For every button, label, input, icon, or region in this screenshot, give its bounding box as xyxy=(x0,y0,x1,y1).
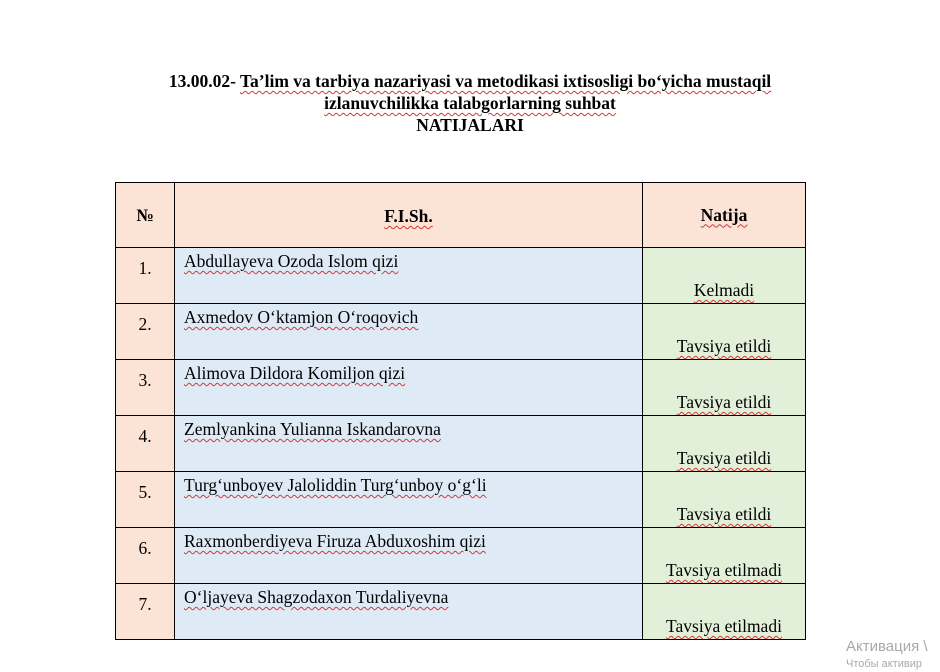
row-name-text: Zemlyankina Yulianna Iskandarovna xyxy=(184,419,441,439)
row-result-text: Tavsiya etilmadi xyxy=(666,560,782,580)
row-number: 4. xyxy=(116,416,175,472)
row-result xyxy=(643,304,806,360)
row-name xyxy=(175,472,643,528)
table-row xyxy=(116,528,806,584)
table-row xyxy=(116,472,806,528)
header-full-name xyxy=(175,183,643,248)
row-result xyxy=(643,472,806,528)
row-result xyxy=(643,416,806,472)
row-result xyxy=(643,584,806,640)
row-result-text: Tavsiya etildi xyxy=(676,504,772,524)
row-number: 2. xyxy=(116,304,175,360)
table-row xyxy=(116,360,806,416)
header-number: № xyxy=(116,183,175,248)
row-number: 7. xyxy=(116,584,175,640)
watermark-line-1: Активация \ xyxy=(846,638,928,655)
header-result-text: Natija xyxy=(700,204,748,225)
row-name-text: Abdullayeva Ozoda Islom qizi xyxy=(184,251,399,271)
table-header-row xyxy=(116,183,806,248)
row-number: 6. xyxy=(116,528,175,584)
row-name xyxy=(175,416,643,472)
row-name-text: Alimova Dildora Komiljon qizi xyxy=(184,363,406,383)
row-name xyxy=(175,304,643,360)
watermark-line-2: Чтобы активир xyxy=(846,658,922,670)
row-name-text: Axmedov O‘ktamjon O‘roqovich xyxy=(184,307,419,327)
row-name-text: Turg‘unboyev Jaloliddin Turg‘unboy o‘g‘li xyxy=(184,475,487,495)
row-name xyxy=(175,248,643,304)
row-result xyxy=(643,360,806,416)
row-number: 3. xyxy=(116,360,175,416)
row-result-text: Tavsiya etilmadi xyxy=(666,616,782,636)
results-table xyxy=(115,182,806,640)
document-heading xyxy=(0,70,940,136)
row-number: 5. xyxy=(116,472,175,528)
row-name-text: Raxmonberdiyeva Firuza Abduxoshim qizi xyxy=(184,531,486,551)
heading-line-2: izlanuvchilikka talabgorlarning suhbat xyxy=(324,93,616,113)
row-number: 1. xyxy=(116,248,175,304)
row-name xyxy=(175,360,643,416)
header-result xyxy=(643,183,806,248)
row-result-text: Tavsiya etildi xyxy=(676,392,772,412)
heading-title-text: Ta’lim va tarbiya nazariyasi va metodikasi ixtisosligi bo‘yicha mustaqil xyxy=(239,71,772,91)
row-name-text: O‘ljayeva Shagzodaxon Turdaliyevna xyxy=(184,587,449,607)
heading-line-3: NATIJALARI xyxy=(416,115,524,135)
row-result xyxy=(643,248,806,304)
header-full-name-text: F.I.Sh. xyxy=(384,206,433,226)
table-row xyxy=(116,416,806,472)
table-row xyxy=(116,584,806,640)
row-name xyxy=(175,528,643,584)
table-row xyxy=(116,304,806,360)
row-result-text: Kelmadi xyxy=(693,280,755,300)
row-name xyxy=(175,584,643,640)
row-result-text: Tavsiya etildi xyxy=(676,336,772,356)
activation-watermark xyxy=(846,638,940,672)
row-result-text: Tavsiya etildi xyxy=(676,448,772,468)
table-row xyxy=(116,248,806,304)
heading-code: 13.00.02- xyxy=(168,71,236,91)
row-result xyxy=(643,528,806,584)
heading-line-1 xyxy=(0,70,940,92)
